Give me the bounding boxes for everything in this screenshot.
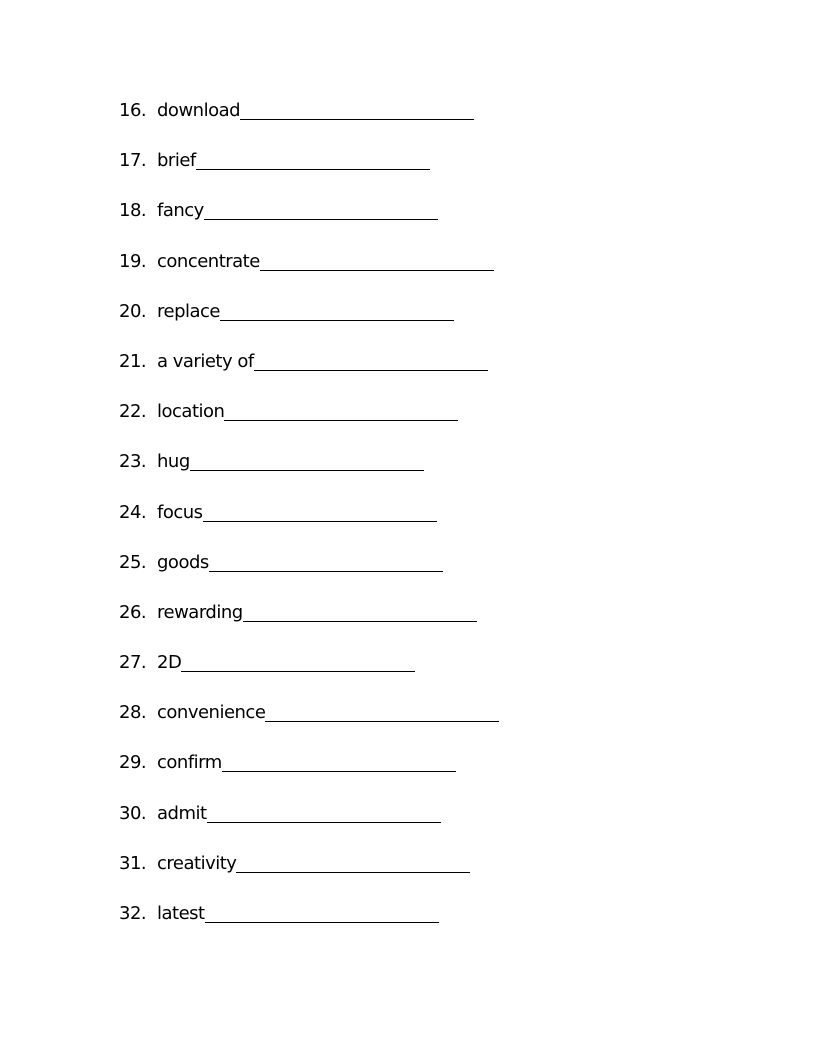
item-number: 32. xyxy=(119,903,147,924)
item-number: 29. xyxy=(119,752,147,774)
list-item xyxy=(119,602,719,652)
answer-blank[interactable] xyxy=(222,759,456,772)
item-word: focus xyxy=(157,501,203,523)
item-number: 30. xyxy=(119,802,147,824)
list-item xyxy=(119,903,719,953)
item-number: 22. xyxy=(119,401,147,423)
answer-blank[interactable] xyxy=(209,559,443,572)
answer-blank[interactable] xyxy=(236,860,470,873)
item-word: a variety of xyxy=(157,350,254,372)
item-word: rewarding xyxy=(157,601,243,623)
vocabulary-list xyxy=(119,100,719,953)
item-word: concentrate xyxy=(157,250,260,272)
item-word: admit xyxy=(157,802,207,824)
answer-blank[interactable] xyxy=(181,659,415,672)
list-item xyxy=(119,803,719,853)
list-item xyxy=(119,552,719,602)
answer-blank[interactable] xyxy=(243,609,477,622)
item-number: 21. xyxy=(119,350,147,372)
answer-blank[interactable] xyxy=(265,709,499,722)
list-item xyxy=(119,251,719,301)
item-word: hug xyxy=(157,451,190,473)
answer-blank[interactable] xyxy=(220,308,454,321)
item-word: fancy xyxy=(157,200,204,222)
answer-blank[interactable] xyxy=(204,207,438,220)
answer-blank[interactable] xyxy=(207,810,441,823)
list-item xyxy=(119,301,719,351)
item-number: 19. xyxy=(119,250,147,272)
item-number: 18. xyxy=(119,200,147,222)
list-item xyxy=(119,401,719,451)
item-number: 23. xyxy=(119,451,147,473)
list-item xyxy=(119,652,719,702)
item-number: 31. xyxy=(119,852,147,874)
item-word: download xyxy=(157,100,241,121)
item-word: latest xyxy=(157,903,205,924)
list-item xyxy=(119,451,719,501)
answer-blank[interactable] xyxy=(254,358,488,371)
item-word: convenience xyxy=(157,702,266,724)
answer-blank[interactable] xyxy=(240,107,474,120)
list-item xyxy=(119,702,719,752)
item-number: 28. xyxy=(119,702,147,724)
answer-blank[interactable] xyxy=(196,157,430,170)
list-item xyxy=(119,351,719,401)
item-word: location xyxy=(157,401,225,423)
answer-blank[interactable] xyxy=(190,458,424,471)
item-word: creativity xyxy=(157,852,237,874)
list-item xyxy=(119,150,719,200)
item-number: 16. xyxy=(119,100,147,121)
item-number: 24. xyxy=(119,501,147,523)
answer-blank[interactable] xyxy=(205,910,439,923)
item-number: 17. xyxy=(119,150,147,172)
list-item xyxy=(119,853,719,903)
list-item xyxy=(119,100,719,150)
item-number: 25. xyxy=(119,551,147,573)
item-number: 26. xyxy=(119,601,147,623)
item-word: 2D xyxy=(157,652,182,674)
list-item xyxy=(119,200,719,250)
item-word: confirm xyxy=(157,752,222,774)
answer-blank[interactable] xyxy=(224,408,458,421)
item-number: 27. xyxy=(119,652,147,674)
list-item xyxy=(119,502,719,552)
item-number: 20. xyxy=(119,300,147,322)
list-item xyxy=(119,752,719,802)
item-word: brief xyxy=(157,150,196,172)
item-word: replace xyxy=(157,300,221,322)
answer-blank[interactable] xyxy=(260,258,494,271)
item-word: goods xyxy=(157,551,209,573)
answer-blank[interactable] xyxy=(203,509,437,522)
